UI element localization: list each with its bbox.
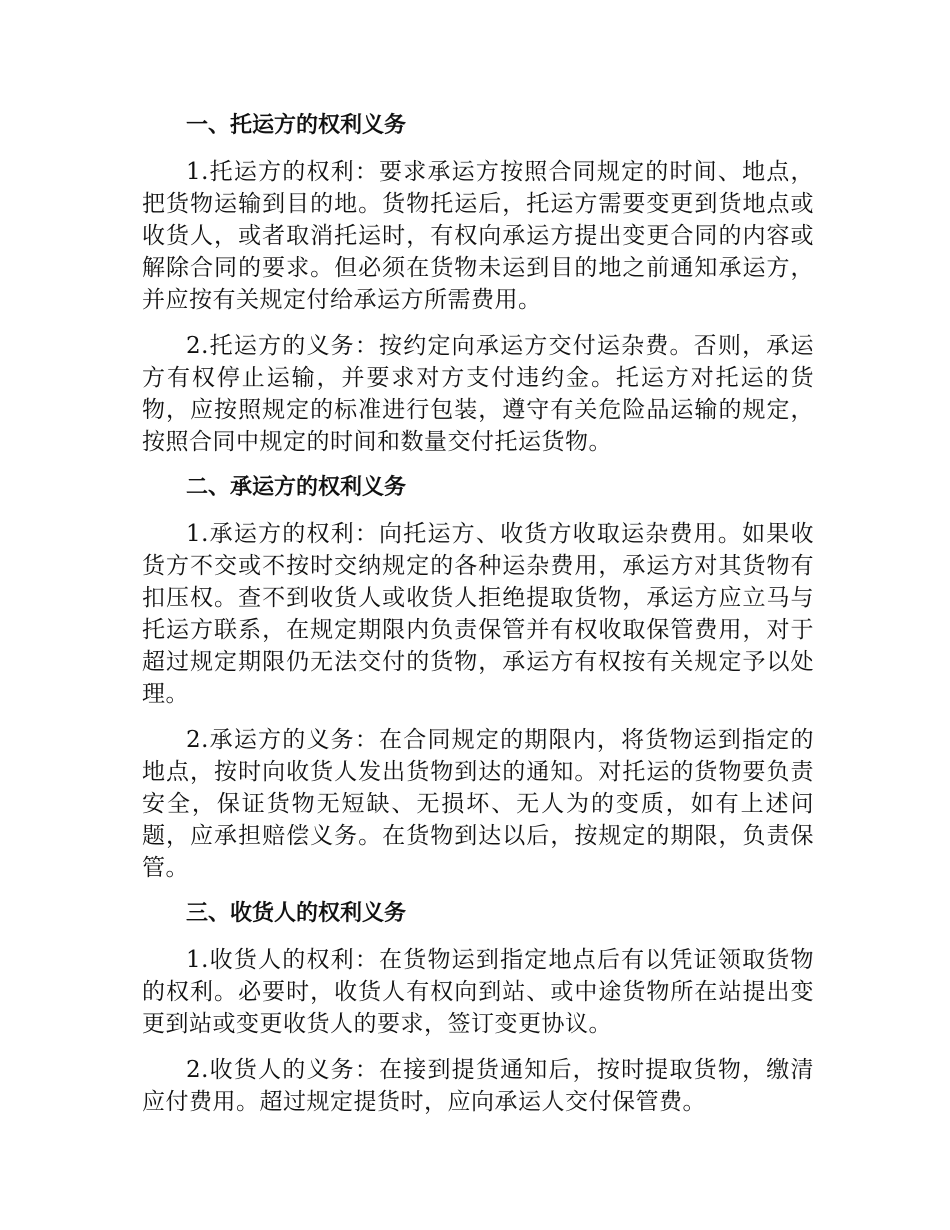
section-heading: 三、收货人的权利义务 (186, 901, 407, 926)
paragraph: 1.托运方的权利：要求承运方按照合同规定的时间、地点，把货物运输到目的地。货物托运后，托运方需要变更到货地点或收货人，或者取消托运时，有权向承运方提出变更合同的内容或解除合同的要求。但必须在货物未运到目的地之前通知承运方，并应按有关规定付给承运方所需费用。 (142, 159, 814, 313)
section-heading: 二、承运方的权利义务 (186, 475, 407, 500)
section-consignee (142, 898, 814, 1118)
section-shipper (142, 110, 814, 458)
paragraph: 2.收货人的义务：在接到提货通知后，按时提取货物，缴清应付费用。超过规定提货时，应向承运人交付保管费。 (142, 1057, 814, 1115)
paragraph: 1.承运方的权利：向托运方、收货方收取运杂费用。如果收货方不交或不按时交纳规定的各种运杂费用，承运方对其货物有扣压权。查不到收货人或收货人拒绝提取货物，承运方应立马与托运方联系，在规定期限内负责保管并有权收取保管费用，对于超过规定期限仍无法交付的货物，承运方有权按有关规定予以处理。 (142, 521, 814, 707)
section-carrier (142, 472, 814, 884)
paragraph: 2.托运方的义务：按约定向承运方交付运杂费。否则，承运方有权停止运输，并要求对方支付违约金。托运方对托运的货物，应按照规定的标准进行包装，遵守有关危险品运输的规定，按照合同中规定的时间和数量交付托运货物。 (142, 333, 814, 455)
paragraph: 1.收货人的权利：在货物运到指定地点后有以凭证领取货物的权利。必要时，收货人有权向到站、或中途货物所在站提出变更到站或变更收货人的要求，签订变更协议。 (142, 947, 814, 1037)
section-heading: 一、托运方的权利义务 (186, 113, 407, 138)
paragraph: 2.承运方的义务：在合同规定的期限内，将货物运到指定的地点，按时向收货人发出货物到达的通知。对托运的货物要负责安全，保证货物无短缺、无损坏、无人为的变质，如有上述问题，应承担赔偿义务。在货物到达以后，按规定的期限，负责保管。 (142, 727, 814, 881)
document-body (142, 110, 814, 1132)
